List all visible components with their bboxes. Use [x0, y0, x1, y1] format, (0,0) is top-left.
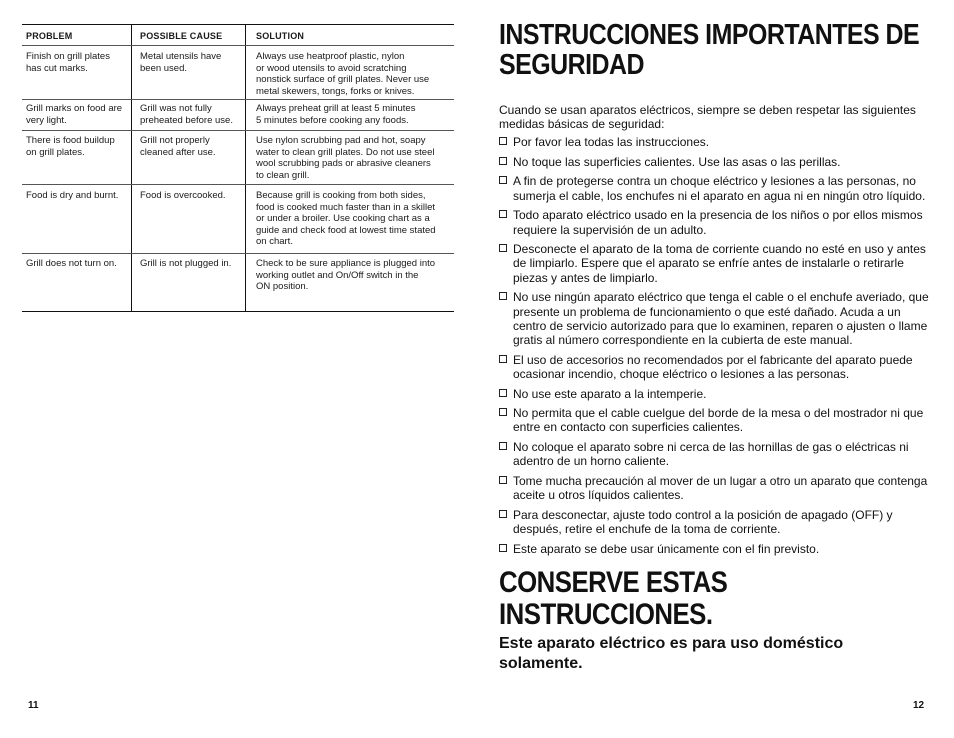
problem-cell: There is food buildup on grill plates.: [26, 135, 115, 158]
list-item: [499, 474, 931, 502]
row-divider: [22, 99, 454, 100]
checkbox-icon: [499, 157, 507, 165]
list-item: [499, 135, 931, 149]
safety-list: [499, 135, 931, 556]
list-item-text: Tome mucha precaución al mover de un lugar a otro un aparato que contenga aceite u otros líquidos calientes.: [513, 474, 928, 503]
cause-cell: Food is overcooked.: [140, 190, 226, 201]
list-item-text: No permita que el cable cuelgue del borde de la mesa o del mostrador ni que entre en contacto con superficies calientes.: [513, 406, 924, 435]
list-item-text: No use ningún aparato eléctrico que tenga el cable o el enchufe averiado, que presente un problema de funcionamiento o que esté dañado. Acuda a un centro de servicio autorizado para que lo examinen, reparen o ajusten o llame gratis al número correspondiente en la cubierta de este manual.: [513, 290, 929, 347]
solution-cell: Use nylon scrubbing pad and hot, soapy water to clean grill plates. Do not use steel wool scrubbing pads or abrasive cleaners to clean grill.: [256, 135, 435, 181]
cause-cell: Grill was not fully preheated before use.: [140, 103, 233, 126]
troubleshooting-table: [22, 24, 454, 312]
problem-cell: Grill does not turn on.: [26, 258, 117, 269]
checkbox-icon: [499, 355, 507, 363]
conserve-heading: CONSERVE ESTAS INSTRUCCIONES.: [499, 566, 728, 632]
page-number-left: 11: [28, 700, 39, 711]
solution-cell: Always preheat grill at least 5 minutes 5 minutes before cooking any foods.: [256, 103, 416, 126]
list-item: [499, 508, 931, 536]
column-divider: [245, 25, 246, 311]
safety-page: [499, 20, 931, 674]
list-item-text: Para desconectar, ajuste todo control a la posición de apagado (OFF) y después, retire el enchufe de la toma de corriente.: [513, 507, 893, 537]
cause-cell: Grill is not plugged in.: [140, 258, 232, 269]
header-solution: SOLUTION: [256, 31, 305, 41]
list-item-text: Por favor lea todas las instrucciones.: [513, 135, 710, 149]
header-possible-cause: POSSIBLE CAUSE: [140, 31, 223, 41]
checkbox-icon: [499, 137, 507, 145]
list-item-text: No toque las superficies calientes. Use las asas o las perillas.: [513, 154, 841, 169]
problem-cell: Grill marks on food are very light.: [26, 103, 123, 126]
list-item: [499, 290, 931, 347]
list-item: [499, 406, 931, 434]
checkbox-icon: [499, 544, 507, 552]
row-divider: [22, 45, 454, 46]
list-item-text: Este aparato se debe usar únicamente con el fin previsto.: [513, 541, 820, 556]
list-item: [499, 387, 931, 401]
checkbox-icon: [499, 442, 507, 450]
list-item-text: No coloque el aparato sobre ni cerca de las hornillas de gas o eléctricas ni adentro de un horno caliente.: [513, 440, 909, 469]
checkbox-icon: [499, 408, 507, 416]
row-divider: [22, 184, 454, 185]
list-item: [499, 242, 931, 285]
column-divider: [131, 25, 132, 311]
checkbox-icon: [499, 176, 507, 184]
checkbox-icon: [499, 389, 507, 397]
intro-paragraph: Cuando se usan aparatos eléctricos, siempre se deben respetar las siguientes medidas básicas de seguridad:: [499, 103, 916, 131]
list-item: [499, 542, 931, 556]
page-number-right: 12: [913, 700, 925, 711]
list-item-text: Desconecte el aparato de la toma de corriente cuando no esté en uso y antes de limpiarlo. Espere que el aparato se enfríe antes de instalarle o retirarle piezas y antes de limpiarlo.: [513, 242, 926, 285]
cause-cell: Grill not properly cleaned after use.: [140, 135, 216, 158]
row-divider: [22, 130, 454, 131]
list-item: [499, 208, 931, 236]
checkbox-icon: [499, 210, 507, 218]
checkbox-icon: [499, 476, 507, 484]
solution-cell: Because grill is cooking from both sides, food is cooked much faster than in a skillet or under a broiler. Use cooking chart as a guide and check food at lowest time stated on chart.: [256, 190, 436, 248]
solution-cell: Check to be sure appliance is plugged into working outlet and On/Off switch in the ON position.: [256, 258, 436, 293]
table-header-row: [22, 31, 454, 43]
row-divider: [22, 253, 454, 254]
header-problem: PROBLEM: [26, 31, 73, 41]
household-use-note: Este aparato eléctrico es para uso doméstico solamente.: [499, 635, 844, 673]
list-item-text: A fin de protegerse contra un choque eléctrico y lesiones a las personas, no sumerja el cable, los enchufes ni el aparato en agua ni en ningún otro líquido.: [513, 174, 926, 203]
problem-cell: Food is dry and burnt.: [26, 190, 119, 201]
checkbox-icon: [499, 244, 507, 252]
solution-cell: Always use heatproof plastic, nylon or wood utensils to avoid scratching nonstick surface of grill plates. Never use metal skewers, tongs, forks or knives.: [256, 51, 430, 97]
list-item-text: Todo aparato eléctrico usado en la presencia de los niños o por ellos mismos requiere la supervisión de un adulto.: [513, 208, 923, 237]
list-item: [499, 174, 931, 202]
list-item-text: No use este aparato a la intemperie.: [513, 386, 707, 401]
page-title: INSTRUCCIONES IMPORTANTES DE SEGURIDAD: [499, 19, 920, 81]
list-item-text: El uso de accesorios no recomendados por el fabricante del aparato puede ocasionar incendio, choque eléctrico o lesiones a las personas.: [513, 352, 913, 381]
checkbox-icon: [499, 292, 507, 300]
list-item: [499, 440, 931, 468]
checkbox-icon: [499, 510, 507, 518]
cause-cell: Metal utensils have been used.: [140, 51, 222, 74]
list-item: [499, 155, 931, 169]
problem-cell: Finish on grill plates has cut marks.: [26, 51, 110, 74]
list-item: [499, 353, 931, 381]
